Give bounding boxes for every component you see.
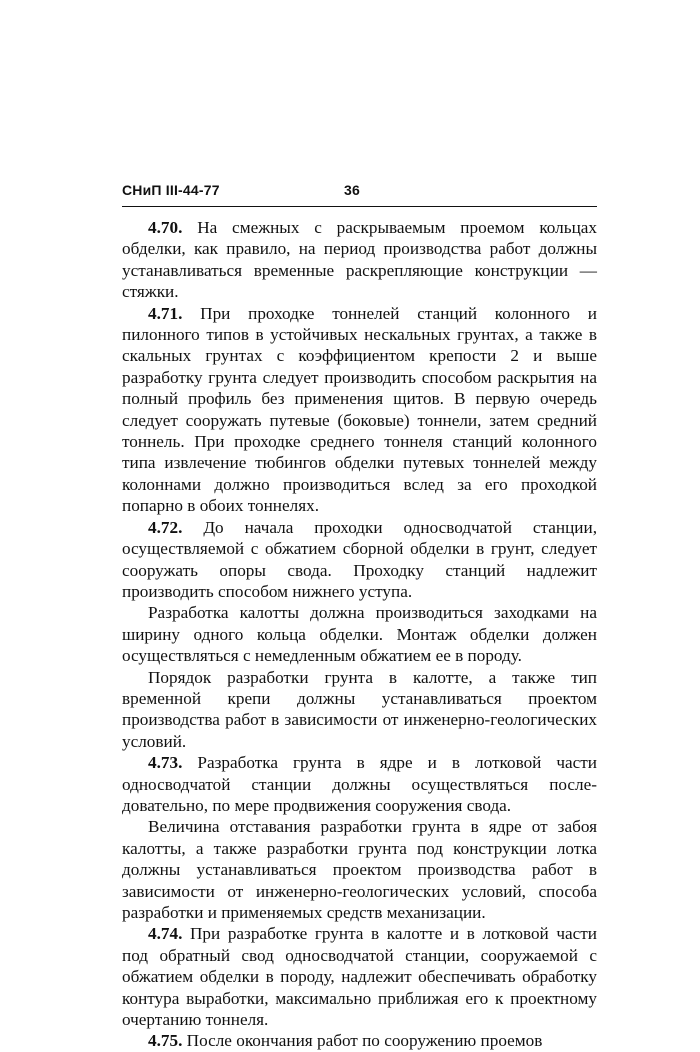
- section-number: 4.74.: [148, 924, 183, 944]
- paragraph: [122, 752, 597, 816]
- section-number: 4.70.: [148, 218, 183, 237]
- paragraph-text: При проходке тоннелей станций колонного и пилонного типов в устойчивых нескальных грунтах, а также в скальных грунтах с коэффициентом крепости 2 и выше разработку грунта следует производить способом раскрытия на полный профиль без применения щитов. В первую очередь следует сооружать путевые (боковые) тоннели, затем средний тоннель. При проходке среднего тоннеля станций колонного типа извлечение тюбингов обделки путевых тоннелей между колоннами должно производиться вслед за его проходкой попарно в обоих тоннелях.: [122, 303, 597, 516]
- paragraph-text: Разработка калотты должна производиться заходками на ширину одного кольца обделки. Монтаж обделки должен осуществляться с немедленным обжатием ее в породу.: [122, 603, 597, 666]
- document-code: СНиП III-44-77: [122, 182, 220, 198]
- paragraph-text: На смежных с раскрываемым проемом кольцах обделки, как правило, на период производства работ должны устанавливаться временные раскрепляющие конструкции — стяжки.: [122, 218, 598, 302]
- paragraph-text: При разработке грунта в калотте и в лотковой части под обратный свод односводчатой станции, сооружаемой с обжатием обделки в породу, надлежит обеспечивать обработку контура выработки, максимально приближая его к проектному очертанию тоннеля.: [122, 924, 597, 1030]
- paragraph-text: Величина отставания разработки грунта в ядре от забоя калотты, а также разработки грунта под конструкции лотка должны устанавливаться проектом производства работ в зависимости от инженерно-геологических условий, способа разработки и применяемых средств механизации.: [122, 817, 597, 922]
- section-number: 4.72.: [148, 517, 183, 537]
- header-rule: [122, 206, 597, 207]
- paragraph: [122, 303, 597, 517]
- paragraph: [122, 816, 597, 923]
- running-header: [122, 182, 597, 202]
- paragraph: [122, 217, 597, 303]
- paragraph: [122, 923, 597, 1030]
- paragraph-text: Разработка грунта в ядре и в лотковой части односводчатой станции должны осуществляться последовательно, по мере продвижения сооружения свода.: [122, 753, 598, 815]
- section-number: 4.71.: [148, 303, 183, 323]
- document-body: [122, 217, 597, 1052]
- paragraph-text: После окончания работ по сооружению проемов: [186, 1031, 543, 1051]
- paragraph: [122, 667, 597, 753]
- page-number: 36: [344, 182, 360, 198]
- document-page: [122, 182, 597, 1052]
- paragraph: [122, 602, 597, 666]
- section-number: 4.75.: [148, 1031, 183, 1051]
- paragraph-text: До начала проходки односводчатой станции, осуществляемой с обжатием сборной обделки в грунт, следует сооружать опоры свода. Проходку станций надлежит производить способом нижнего уступа.: [122, 517, 597, 601]
- section-number: 4.73.: [148, 753, 183, 773]
- paragraph-text: Порядок разработки грунта в калотте, а также тип временной крепи должны устанавливаться проектом производства работ в зависимости от инженерно-геологических условий.: [122, 667, 597, 751]
- paragraph: [122, 517, 597, 603]
